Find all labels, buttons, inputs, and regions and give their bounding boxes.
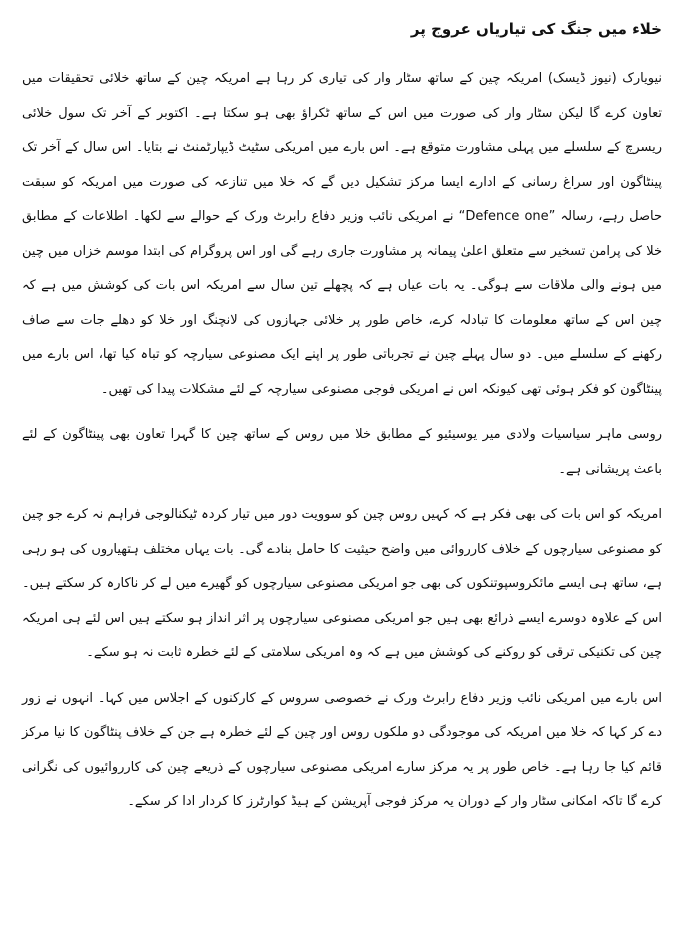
article-body [22, 62, 662, 820]
article-paragraph-2: روسی ماہر سیاسیات ولادی میر یوسیئیو کے مطابق خلا میں روس کے ساتھ چین کا گہرا تعاون بھی پینٹاگون کے لئے باعث پریشانی ہے۔ [22, 427, 663, 477]
article-headline: خلاء میں جنگ کی تیاریاں عروج پر [410, 20, 662, 38]
article-paragraph-1: نیویارک (نیوز ڈیسک) امریکہ چین کے ساتھ سٹار وار کی تیاری کر رہا ہے امریکہ چین کے ساتھ خلائی تحقیقات میں تعاون کرے گا لیکن سٹار وار کی صورت میں اس کے ساتھ ٹکراؤ بھی ہو سکتا ہے۔ اکتوبر کے آخر تک سول خلائی ریسرچ کے سلسلے میں پہلی مشاورت متوقع ہے۔ اس بارے میں امریکی سٹیٹ ڈیپارٹمنٹ نے بتایا۔ اس سال کے آخر تک پینٹاگون اور سراغ رسانی کے ادارے ایسا مرکز تشکیل دیں گے کہ خلا میں تنازعہ کی صورت میں امریکہ کو سبقت حاصل رہے، رسالہ ”Defence one“ نے امریکی نائب وزیر دفاع رابرٹ ورک کے حوالے سے لکھا۔ اطلاعات کے مطابق خلا کی پرامن تسخیر سے متعلق اعلیٰ پیمانہ پر مشاورت جاری رہے گی اور اس پروگرام کی ابتدا موسم خزاں میں چین میں ہونے والی ملاقات سے ہوگی۔ یہ بات عیاں ہے کہ پچھلے تین سال سے امریکہ اس بات کی کوشش میں ہے کہ چین اس کے ساتھ معلومات کا تبادلہ کرے، خاص طور پر خلائی جہازوں کی لانچنگ اور خلا کو دھلے جات سے صاف رکھنے کے سلسلے میں۔ دو سال پہلے چین نے تجرباتی طور پر اپنے ایک مصنوعی سیارچہ کو تباہ کیا تھا، اس بارے میں پینٹاگون کو فکر ہوئی تھی کیونکہ اس نے امریکی فوجی مصنوعی سیارچہ کے لئے مشکلات پیدا کی تھیں۔ [22, 71, 662, 397]
article-paragraph-4: اس بارے میں امریکی نائب وزیر دفاع رابرٹ ورک نے خصوصی سروس کے کارکنوں کے اجلاس میں کہا۔ انہوں نے زور دے کر کہا کہ خلا میں امریکہ کی موجودگی دو ملکوں روس اور چین کے لئے خطرہ ہے جن کے خلاف پنٹاگون کا نیا مرکز قائم کیا جا رہا ہے۔ خاص طور پر یہ مرکز سارے امریکی مصنوعی سیارچوں کے ذریعے چین کی کارروائیوں کی نگرانی کرے گا تاکہ امکانی سٹار وار کے دوران یہ مرکز فوجی آپریشن کے ہیڈ کوارٹرز کا کردار ادا کر سکے۔ [22, 690, 662, 809]
article-paragraph-3: امریکہ کو اس بات کی بھی فکر ہے کہ کہیں روس چین کو سوویت دور میں تیار کردہ ٹیکنالوجی فراہم نہ کرے جو چین کو مصنوعی سیارچوں کے خلاف کارروائی میں واضح حیثیت کا حامل بنادے گی۔ بات یہاں مختلف ہتھیاروں کی ہو رہی ہے، ساتھ ہی ایسے مائکروسپوتنکوں کی بھی جو امریکی مصنوعی سیارچوں کو گھیرے میں لے کر ناکارہ کر سکتے ہیں۔ اس کے علاوہ دوسرے ایسے ذرائع بھی ہیں جو امریکی مصنوعی سیارچوں پر اثر انداز ہو سکتے ہیں اس لئے ہی امریکہ چین کی تکنیکی ترقی کو روکنے کی کوشش میں ہے کہ وہ امریکی سلامتی کے لئے خطرہ ثابت نہ ہو سکے۔ [22, 507, 662, 660]
